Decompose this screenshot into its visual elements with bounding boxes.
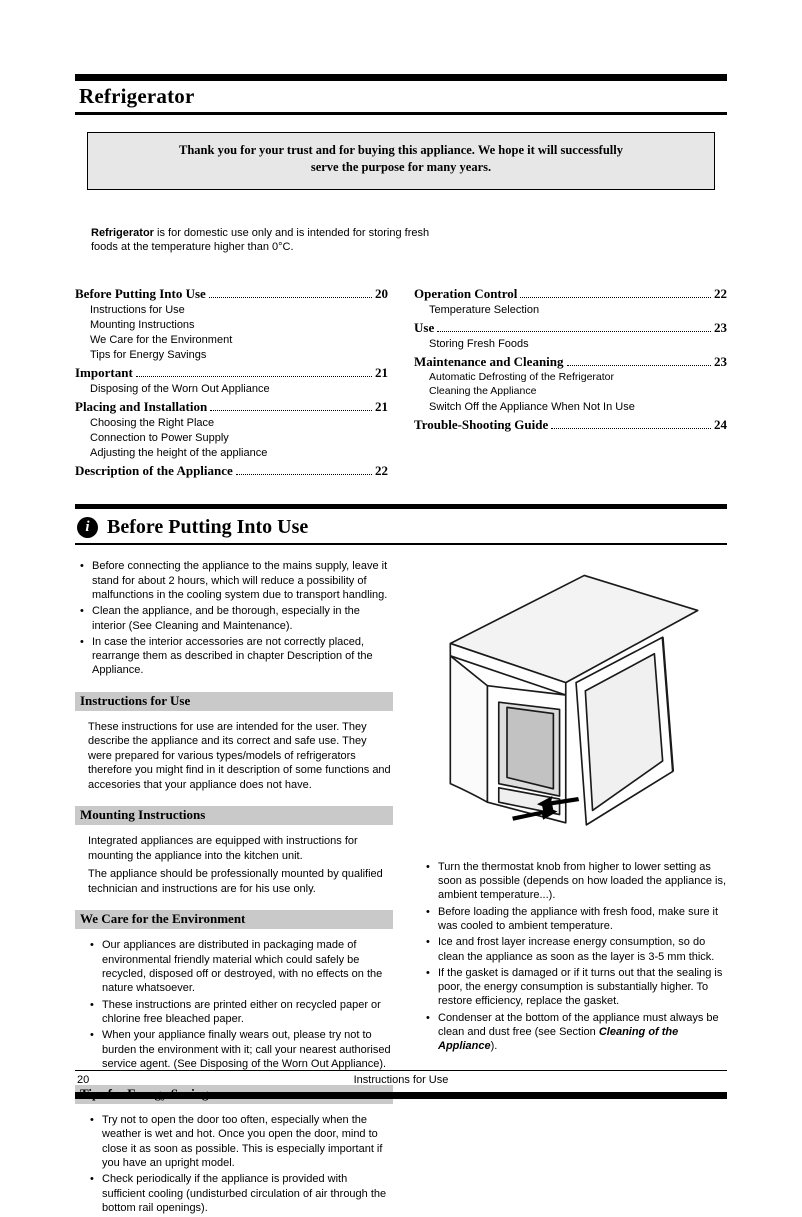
left-column [75,559,393,1217]
intro-bullet-list [75,559,393,677]
list-item: • When your appliance finally wears out, please try not to burden the environment with it; call your nearest authorised service agent. (See Disposing of the Worn Out Appliance). [85,1028,393,1071]
list-item: • Before connecting the appliance to the mains supply, leave it stand for about 2 hours, which will reduce a possibility of malfunctions in the cooling system due to transport handling. [75,559,393,602]
toc-entry [414,320,727,336]
paragraph: The appliance should be professionally mounted by qualified technician and instructions are for his use only. [88,868,383,895]
condenser-text: Condenser at the bottom of the appliance must always be clean and dust free (see Section [438,1011,719,1039]
list-item: • Clean the appliance, and be thorough, especially in the interior (See Cleaning and Maintenance). [75,604,393,633]
paragraph: These instructions for use are intended for the user. They describe the appliance and its correct and safe use. They were prepared for various types/models of refrigerators therefore you might find in it description of some functions and accesories that your appliance does not have. [88,720,391,791]
condenser-emphasis: Cleaning of the Appliance [438,1026,679,1053]
top-rule [75,74,727,81]
toc-subitem: Choosing the Right Place [90,417,215,430]
toc-page-number: 22 [714,285,727,301]
thanks-text-line1: Thank you for your trust and for buying this appliance. We hope it will successfully [179,143,623,157]
list-item: • Our appliances are distributed in packaging made of environmental friendly material which could safely be recycled, disposed off or destroyed, with no effects on the nature whatsoever. [85,938,393,995]
section-rule [75,543,727,545]
content-columns [75,559,727,1217]
footer-title: Instructions for Use [353,1074,449,1086]
list-item: • These instructions are printed either on recycled paper or chlorine free bleached paper. [85,998,393,1027]
toc-subitem: Switch Off the Appliance When Not In Use [429,400,635,413]
toc-entry-title: Operation Control [414,285,518,301]
toc-page-number: 20 [375,285,388,301]
bottom-rule [75,1092,727,1099]
toc-subitem: Connection to Power Supply [90,432,229,445]
toc-entry-title: Use [414,319,435,335]
list-item: • In case the interior accessories are not correctly placed, rearrange them as described in chapter Description of the Appliance. [75,635,393,678]
toc-entry [75,463,388,479]
toc-subitem: Adjusting the height of the appliance [90,447,268,460]
subheading-instructions-for-use: Instructions for Use [75,692,393,711]
energy-bullet-list [85,1113,393,1215]
toc-entry [414,354,727,370]
footer-page-number: 20 [77,1074,90,1086]
info-icon: i [77,517,98,538]
footer-row [75,1071,727,1086]
toc-subitem: Temperature Selection [429,303,540,316]
toc-subitem: Disposing of the Worn Out Appliance [90,383,270,396]
toc-column-right [414,283,727,480]
thanks-text-line2: serve the purpose for many years. [310,159,492,174]
toc-entry-title: Maintenance and Cleaning [414,353,564,369]
subheading-we-care-for-the-environment: We Care for the Environment [75,910,393,929]
toc-entry-title: Before Putting Into Use [75,285,206,301]
toc-leader [567,365,711,366]
toc-entry [414,286,727,302]
toc-leader [236,474,372,475]
toc-entry-title: Important [75,365,133,381]
footer [75,1070,727,1099]
toc-leader [209,297,372,298]
refrigerator-illustration [440,561,708,841]
list-item: • Turn the thermostat knob from higher to lower setting as soon as possible (depends on how loaded the appliance is, ambient temperature...). [421,860,727,903]
toc-entry [414,417,727,433]
table-of-contents [75,283,727,480]
toc-leader [437,331,711,332]
environment-bullet-list [85,938,393,1071]
toc-subitem: We Care for the Environment [90,333,233,346]
toc-page-number: 21 [375,365,388,381]
toc-leader [136,376,372,377]
toc-leader [520,297,711,298]
toc-subitem: Mounting Instructions [90,318,195,331]
toc-page-number: 22 [375,463,388,479]
toc-subitem: Cleaning the Appliance [429,385,537,398]
toc-entry [75,365,388,381]
toc-entry-title: Description of the Appliance [75,463,233,479]
toc-entry-title: Trouble-Shooting Guide [414,416,549,432]
toc-entry-title: Placing and Installation [75,399,208,415]
toc-page-number: 24 [714,416,727,432]
toc-page-number: 23 [714,353,727,369]
list-item [421,1011,727,1054]
right-column [421,559,727,1217]
toc-column-left [75,283,388,480]
toc-subitem: Automatic Defrosting of the Refrigerator [429,370,615,383]
usage-note-rest: is for domestic use only and is intended for storing fresh foods at the temperature higher than 0°C. [91,226,430,254]
toc-subitem: Storing Fresh Foods [429,337,529,350]
toc-entry [75,399,388,415]
list-item: • Try not to open the door too often, especially when the weather is wet and hot. Once you open the door, mind to close it as soon as possible. This is especially important if you have an upright model. [85,1113,393,1170]
title-rule [75,112,727,115]
subheading-mounting-instructions: Mounting Instructions [75,806,393,825]
list-item: • Check periodically if the appliance is provided with sufficient cooling (undisturbed circulation of air through the bottom rail openings). [85,1172,393,1215]
page-title: Refrigerator [79,84,195,108]
toc-page-number: 21 [375,399,388,415]
list-item: • Before loading the appliance with fresh food, make sure it was cooled to ambient temperature. [421,905,727,934]
usage-note-bold: Refrigerator [91,226,154,239]
toc-leader [551,428,711,429]
list-item: • Ice and frost layer increase energy consumption, so do clean the appliance as soon as the layer is 3-5 mm thick. [421,935,727,964]
toc-subitem: Instructions for Use [90,303,185,316]
toc-subitem: Tips for Energy Savings [90,349,207,362]
figure [421,561,727,841]
section-header [75,509,727,543]
paragraph: Integrated appliances are equipped with instructions for mounting the appliance into the kitchen unit. [88,835,358,862]
section-title: Before Putting Into Use [107,516,309,539]
right-bullet-list [421,860,727,1054]
list-item: • If the gasket is damaged or if it turns out that the sealing is poor, the energy consumption is substantially higher. To restore efficiency, replace the gasket. [421,966,727,1009]
condenser-end: ). [490,1040,498,1053]
toc-page-number: 23 [714,319,727,335]
usage-note [91,226,443,255]
toc-entry [75,286,388,302]
toc-leader [210,410,372,411]
thanks-box [87,132,715,190]
